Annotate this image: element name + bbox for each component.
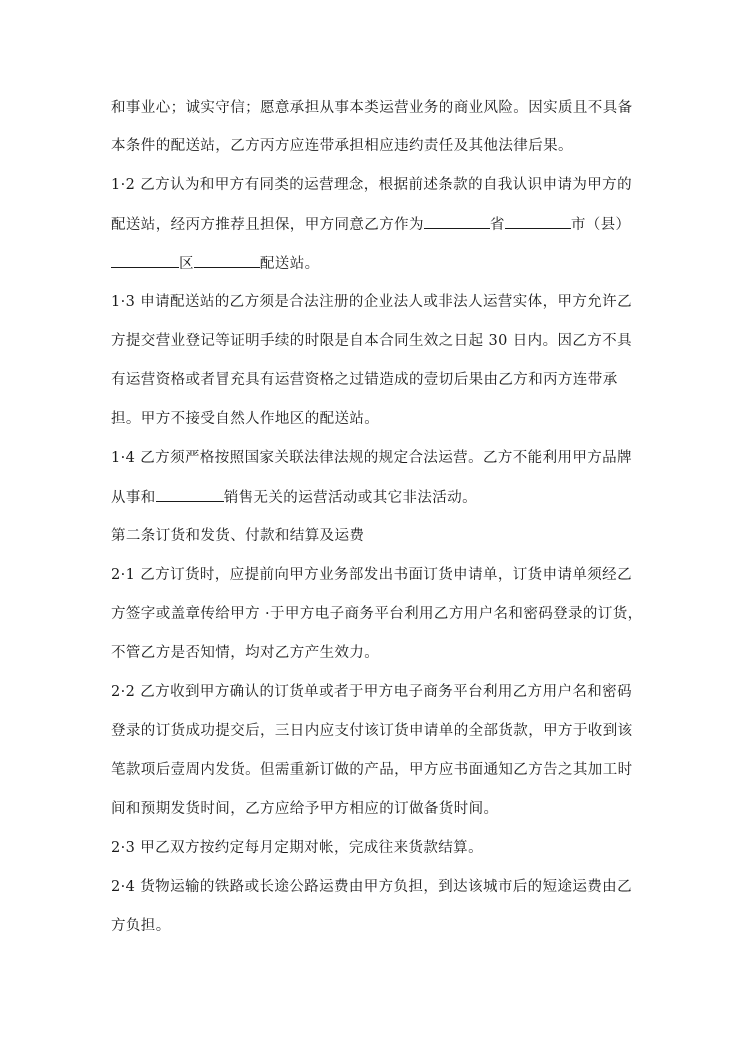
- fill-in-blank: [505, 212, 571, 229]
- text-segment: 销售无关的运营活动或其它非法活动。: [223, 490, 478, 506]
- text-line: [111, 797, 651, 821]
- text-segment: 方签字或盖章传给甲方 ·于甲方电子商务平台利用乙方用户名和密码登录的订货，: [111, 606, 643, 622]
- text-segment: 从事和: [111, 490, 156, 506]
- text-segment: 第二条订货和发货、付款和结算及运费: [111, 528, 365, 544]
- text-line: [111, 446, 651, 470]
- text-segment: 1·2 乙方认为和甲方有同类的运营理念，根据前述条款的自我认识申请为甲方的: [111, 177, 632, 193]
- text-segment: 担。甲方不接受自然人作地区的配送站。: [111, 411, 380, 427]
- text-line: [111, 875, 651, 899]
- text-line: [111, 914, 651, 938]
- text-segment: 省: [489, 217, 505, 233]
- text-line: [111, 96, 651, 120]
- text-segment: 1·4 乙方须严格按照国家关联法律法规的规定合法运营。乙方不能利用甲方品牌: [111, 450, 632, 466]
- text-segment: 有运营资格或者冒充具有运营资格之过错造成的壹切后果由乙方和丙方连带承: [111, 372, 618, 388]
- text-segment: 不管乙方是否知情，均对乙方产生效力。: [111, 645, 380, 661]
- text-line: [111, 290, 651, 314]
- text-segment: 笔款项后壹周内发货。但需重新订做的产品，甲方应书面通知乙方告之其加工时: [111, 762, 633, 778]
- fill-in-blank: [156, 485, 224, 502]
- text-line: [111, 173, 651, 197]
- text-line: [111, 524, 651, 548]
- text-segment: 2·1 乙方订货时，应提前向甲方业务部发出书面订货申请单，订货申请单须经乙: [111, 567, 632, 583]
- text-segment: 配送站，经丙方推荐且担保，甲方同意乙方作为: [111, 217, 424, 233]
- text-segment: 市（县）: [570, 217, 631, 233]
- text-segment: 登录的订货成功提交后，三日内应支付该订货申请单的全部货款，甲方于收到该: [111, 723, 633, 739]
- text-line: [111, 329, 651, 353]
- text-segment: 本条件的配送站，乙方丙方应连带承担相应违约责任及其他法律后果。: [111, 138, 573, 154]
- text-line: [111, 251, 651, 275]
- text-line: [111, 719, 651, 743]
- text-segment: 区: [179, 256, 194, 272]
- text-segment: 2·2 乙方收到甲方确认的订货单或者于甲方电子商务平台利用乙方用户名和密码: [111, 684, 632, 700]
- text-line: [111, 563, 651, 587]
- text-segment: 2·3 甲乙双方按约定每月定期对帐，完成往来货款结算。: [111, 840, 483, 856]
- text-segment: 方负担。: [111, 918, 171, 934]
- text-line: [111, 836, 651, 860]
- text-line: [111, 485, 651, 509]
- text-line: [111, 680, 651, 704]
- text-segment: 方提交营业登记等证明手续的时限是自本合同生效之日起 30 日内。因乙方不具: [111, 333, 632, 349]
- text-segment: 2·4 货物运输的铁路或长途公路运费由甲方负担，到达该城市后的短途运费由乙: [111, 879, 632, 895]
- fill-in-blank: [194, 251, 260, 268]
- fill-in-blank: [424, 212, 490, 229]
- text-line: [111, 407, 651, 431]
- text-line: [111, 134, 651, 158]
- fill-in-blank: [111, 251, 179, 268]
- text-line: [111, 602, 651, 626]
- text-segment: 和事业心；诚实守信；愿意承担从事本类运营业务的商业风险。因实质且不具备: [111, 100, 633, 116]
- text-line: [111, 212, 651, 236]
- text-line: [111, 368, 651, 392]
- text-segment: 配送站。: [259, 256, 320, 272]
- text-segment: 1·3 申请配送站的乙方须是合法注册的企业法人或非法人运营实体，甲方允许乙: [111, 294, 632, 310]
- text-line: [111, 641, 651, 665]
- text-line: [111, 758, 651, 782]
- text-segment: 间和预期发货时间，乙方应给予甲方相应的订做备货时间。: [111, 801, 499, 817]
